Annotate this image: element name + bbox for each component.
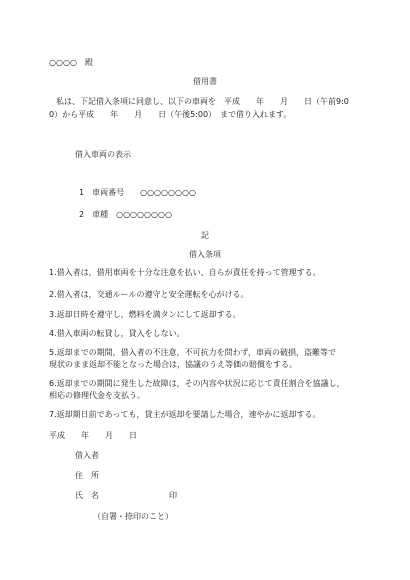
term-5-line-1: 5.返却までの期間，借入者の不注意，不可抗力を問わず，車両の破損，盗難等で [49,348,336,357]
seal-mark: 印 [169,491,177,500]
term-1: 1.借入者は，借用車両を十分な注意を払い、自らが責任を持って管理する。 [49,268,321,277]
term-5-line-2: 現状のまま返却不能となった場合は，協議のうえ等価の賠償をする。 [49,360,297,369]
vehicle-number: 1 車両番号 ○○○○○○○○ [79,188,196,197]
addressee: ○○○○ 殿 [49,58,93,67]
term-7: 7.返却期日前であっても，貸主が返却を要請した場合，速やかに返却する。 [49,410,321,419]
vehicle-section-heading: 借入車両の表示 [75,150,131,159]
intro-line-2: 0）から平成 年 月 日（午後5:00） まで借り入れます。 [49,110,292,119]
date-line: 平成 年 月 日 [49,431,137,440]
vehicle-type: 2 車種 ○○○○○○○○ [79,210,172,219]
term-2: 2.借入者は，交通ルールの遵守と安全運転を心がける。 [49,290,249,299]
terms-heading: 借入条項 [189,250,221,259]
intro-line-1: 私は、下記借入条項に同意し、以下の車両を 平成 年 月 日（午前9:0 [56,97,349,106]
name-label: 氏 名 [75,491,99,500]
ki-heading: 記 [201,231,209,240]
term-6-line-1: 6.返却までの期間に発生した故障は，その内容や状況に応じて責任割合を協議し， [49,379,345,388]
document-title: 借用書 [193,77,217,86]
borrower-label: 借入者 [75,451,99,460]
term-6-line-2: 相応の修理代金を支払う。 [49,391,145,400]
signature-note: （自署・捺印のこと） [93,512,173,521]
address-label: 住 所 [75,471,99,480]
term-3: 3.返却日時を遵守し，燃料を満タンにして返却する。 [49,310,241,319]
term-4: 4.借入車両の転貸し，貸入をしない。 [49,329,185,338]
